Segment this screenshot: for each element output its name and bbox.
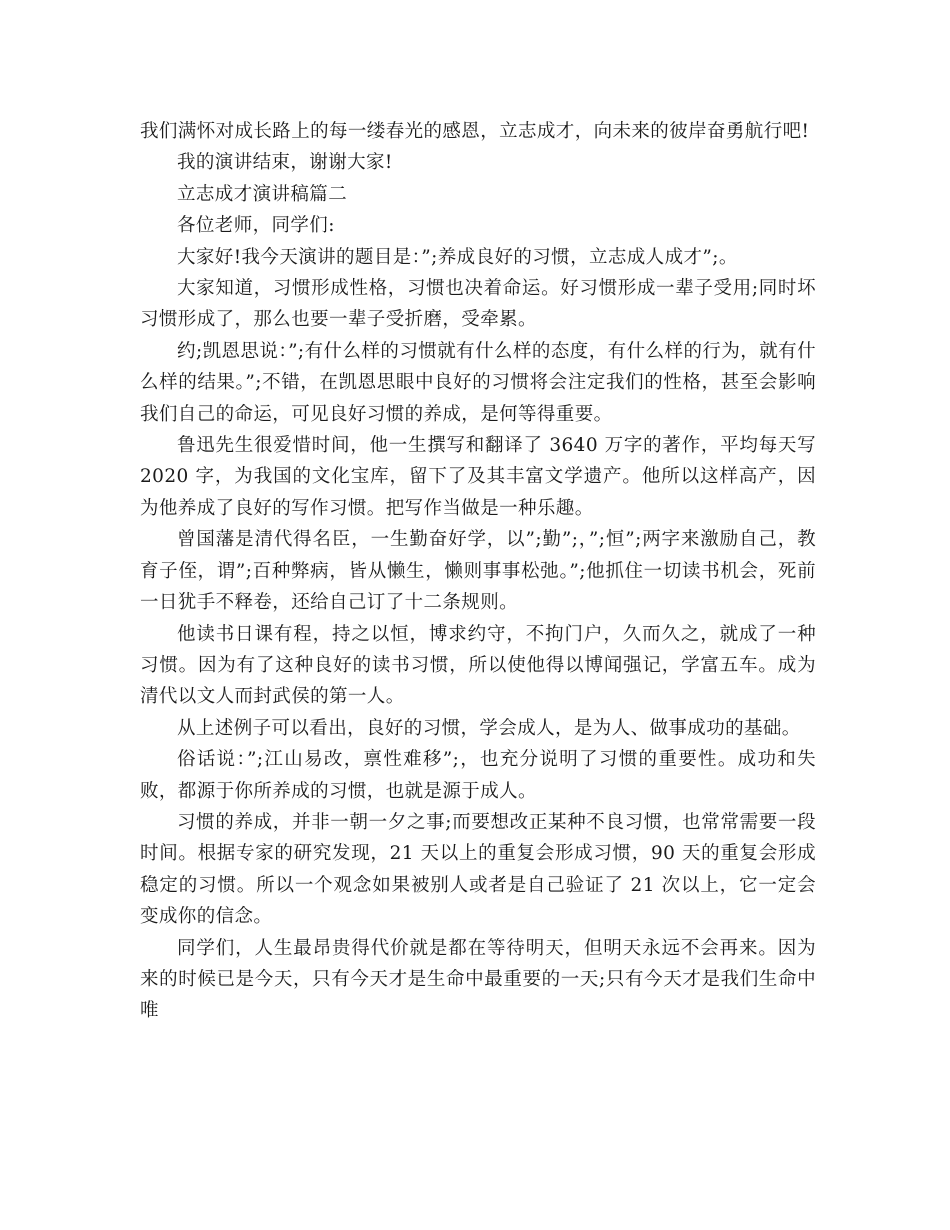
paragraph-12: 俗话说：”;江山易改，禀性难移”;，也充分说明了习惯的重要性。成功和失败，都源于你所养成的习惯，也就是源于成人。	[140, 749, 816, 802]
paragraph-2: 我的演讲结束，谢谢大家!	[177, 152, 393, 174]
salutation: 各位老师，同学们:	[177, 215, 335, 237]
paragraph-6: 大家知道，习惯形成性格，习惯也决着命运。好习惯形成一辈子受用;同时坏习惯形成了，那么也要一辈子受折磨，受牵累。	[140, 278, 816, 331]
paragraph-1: 我们满怀对成长路上的每一缕春光的感恩，立志成才，向未来的彼岸奋勇航行吧!	[140, 121, 810, 142]
paragraph-10: 他读书日课有程，持之以恒，博求约守，不拘门户，久而久之，就成了一种习惯。因为有了这种良好的读书习惯，所以使他得以博闻强记，学富五车。成为清代以文人而封武侯的第一人。	[140, 623, 816, 708]
paragraph-11: 从上述例子可以看出，良好的习惯，学会成人，是为人、做事成功的基础。	[177, 717, 801, 739]
paragraph-9: 曾国藩是清代得名臣，一生勤奋好学，以”;勤”;，”;恒”;两字来激励自己，教育子侄，谓”;百种弊病，皆从懒生，懒则事事松弛。”;他抓住一切读书机会，死前一日犹手不释卷，还给自己订了十二条规则。	[140, 529, 816, 614]
paragraph-13: 习惯的养成，并非一朝一夕之事;而要想改正某种不良习惯，也常常需要一段时间。根据专家的研究发现，21 天以上的重复会形成习惯，90 天的重复会形成稳定的习惯。所以一个观念如果被别人或者是自己验证了 21 次以上，它一定会变成你的信念。	[140, 811, 816, 928]
section-heading: 立志成才演讲稿篇二	[177, 183, 348, 205]
paragraph-5: 大家好!我今天演讲的题目是：”;养成良好的习惯，立志成人成才”;。	[177, 246, 738, 268]
paragraph-8: 鲁迅先生很爱惜时间，他一生撰写和翻译了 3640 万字的著作，平均每天写 2020 字，为我国的文化宝库，留下了及其丰富文学遗产。他所以这样高产，因为他养成了良好的写作习惯。把写作当做是一种乐趣。	[140, 435, 816, 519]
paragraph-14: 同学们，人生最昂贵得代价就是都在等待明天，但明天永远不会再来。因为来的时候已是今天，只有今天才是生命中最重要的一天;只有今天才是我们生命中唯	[140, 937, 816, 1022]
paragraph-7: 约;凯恩思说：”;有什么样的习惯就有什么样的态度，有什么样的行为，就有什么样的结果。”;不错，在凯恩思眼中良好的习惯将会注定我们的性格，甚至会影响我们自己的命运，可见良好习惯的养成，是何等得重要。	[140, 340, 816, 425]
document-body	[140, 116, 816, 1027]
